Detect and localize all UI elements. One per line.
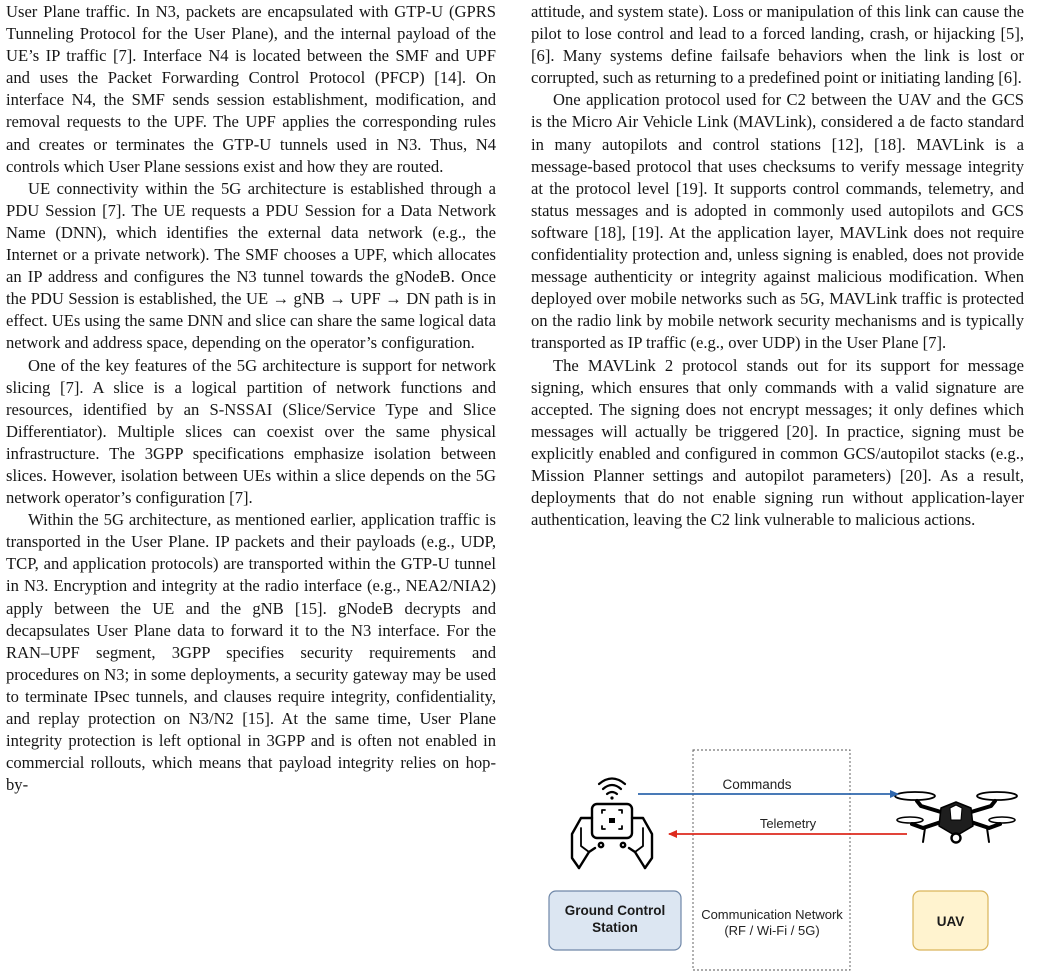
wifi-icon: [599, 779, 625, 800]
gcs-label-line1: Ground Control: [564, 903, 666, 918]
paragraph: Within the 5G architecture, as mentioned earlier, application traffic is transported in the User Plane. IP packets and their payloads (e.g., UDP, TCP, and application protocols) are transported within the GTP-U tunnel in N3. Encryption and integrity at the radio interface (e.g., NEA2/NIA2) apply between the UE and the gNB [15]. gNodeB decrypts and decapsulates User Plane data to forward it to the N3 interface. For the RAN–UPF segment, 3GPP specifies security requirements and procedures on N3; in some deployments, a security gateway may be used to terminate IPsec tunnels, and clauses require integrity, confidentiality, and replay protection on N3/N2 [15]. At the same time, User Plane integrity protection is left optional in 3GPP and is often not enabled in commercial rollouts, which means that payload integrity relies on hop-by-: [6, 510, 496, 795]
paragraph: attitude, and system state). Loss or manipulation of this link can cause the pilot to lose control and lead to a forced landing, crash, or hijacking [5], [6]. Many systems define failsafe behaviors when the link is lost or corrupted, such as returning to a predefined point or initiating landing [6].: [531, 2, 1024, 88]
network-label-line1: Communication Network: [701, 907, 843, 922]
paragraph: User Plane traffic. In N3, packets are encapsulated with GTP-U (GPRS Tunneling Protocol for the User Plane), and the internal payload of the UE’s IP traffic [7]. Interface N4 is located between the SMF and UPF and uses the Packet Forwarding Control Protocol (PFCP) [14]. On interface N4, the SMF sends session establishment, modification, and removal requests to the UPF. The UPF applies the corresponding rules and creates or terminates the GTP-U tunnels used in N3. Thus, N4 controls which User Plane sessions exist and how they are routed.: [6, 2, 496, 176]
drone-icon: [895, 792, 1017, 843]
paragraph: One of the key features of the 5G architecture is support for network slicing [7]. A slice is a logical partition of network functions and resources, identified by an S-NSSAI (Slice/Service Type and Slice Differentiator). Multiple slices can coexist over the same physical infrastructure. The 3GPP specifications emphasize isolation between slices. However, isolation between UEs within a slice depends on the 5G network operator’s configuration [7].: [6, 355, 496, 508]
commands-label: Commands: [722, 777, 792, 792]
paragraph: One application protocol used for C2 between the UAV and the GCS is the Micro Air Vehicle Link (MAVLink), considered a de facto standard in many autopilots and control stations [12], [18]. MAVLink is a message-based protocol that uses checksums to verify message integrity at the protocol level [19]. It supports control commands, telemetry, and status messages and is adopted in commonly used autopilots and GCS software [18], [19]. At the application layer, MAVLink does not require confidentiality protection and, unless signing is enabled, does not provide message authenticity or integrity against malicious modification. When deployed over mobile networks such as 5G, MAVLink traffic is protected on the radio link by mobile network security mechanisms and is typically transported as IP traffic (e.g., over UDP) in the User Plane [7].: [531, 90, 1024, 353]
gcs-label-line2: Station: [592, 920, 638, 935]
left-column: [6, 1, 496, 796]
telemetry-label: Telemetry: [759, 816, 817, 831]
gcs-uav-diagram: [545, 748, 1042, 975]
right-column: [531, 1, 1024, 531]
paragraph: UE connectivity within the 5G architecture is established through a PDU Session [7]. The UE requests a PDU Session for a Data Network Name (DNN), which identifies the external data network (e.g., the Internet or a private network). The SMF chooses a UPF, which allocates an IP address and configures the N3 tunnel towards the gNodeB. Once the PDU Session is established, the UE → gNB → UPF → DN path is in effect. UEs using the same DNN and slice can share the same logical data network and address space, depending on the operator’s configuration.: [6, 178, 496, 353]
paragraph: The MAVLink 2 protocol stands out for its support for message signing, which ensures that only commands with a valid signature are accepted. The signing does not encrypt messages; it only defines which messages will actually be triggered [20]. In practice, signing must be explicitly enabled and configured in common GCS/autopilot stacks (e.g., Mission Planner settings and autopilot parameters) [20]. As a result, deployments that do not enable signing run without application-layer authentication, leaving the C2 link vulnerable to malicious actions.: [531, 355, 1024, 530]
uav-label: UAV: [936, 914, 965, 929]
controller-icon: [572, 804, 652, 868]
network-label-line2: (RF / Wi-Fi / 5G): [724, 923, 820, 938]
